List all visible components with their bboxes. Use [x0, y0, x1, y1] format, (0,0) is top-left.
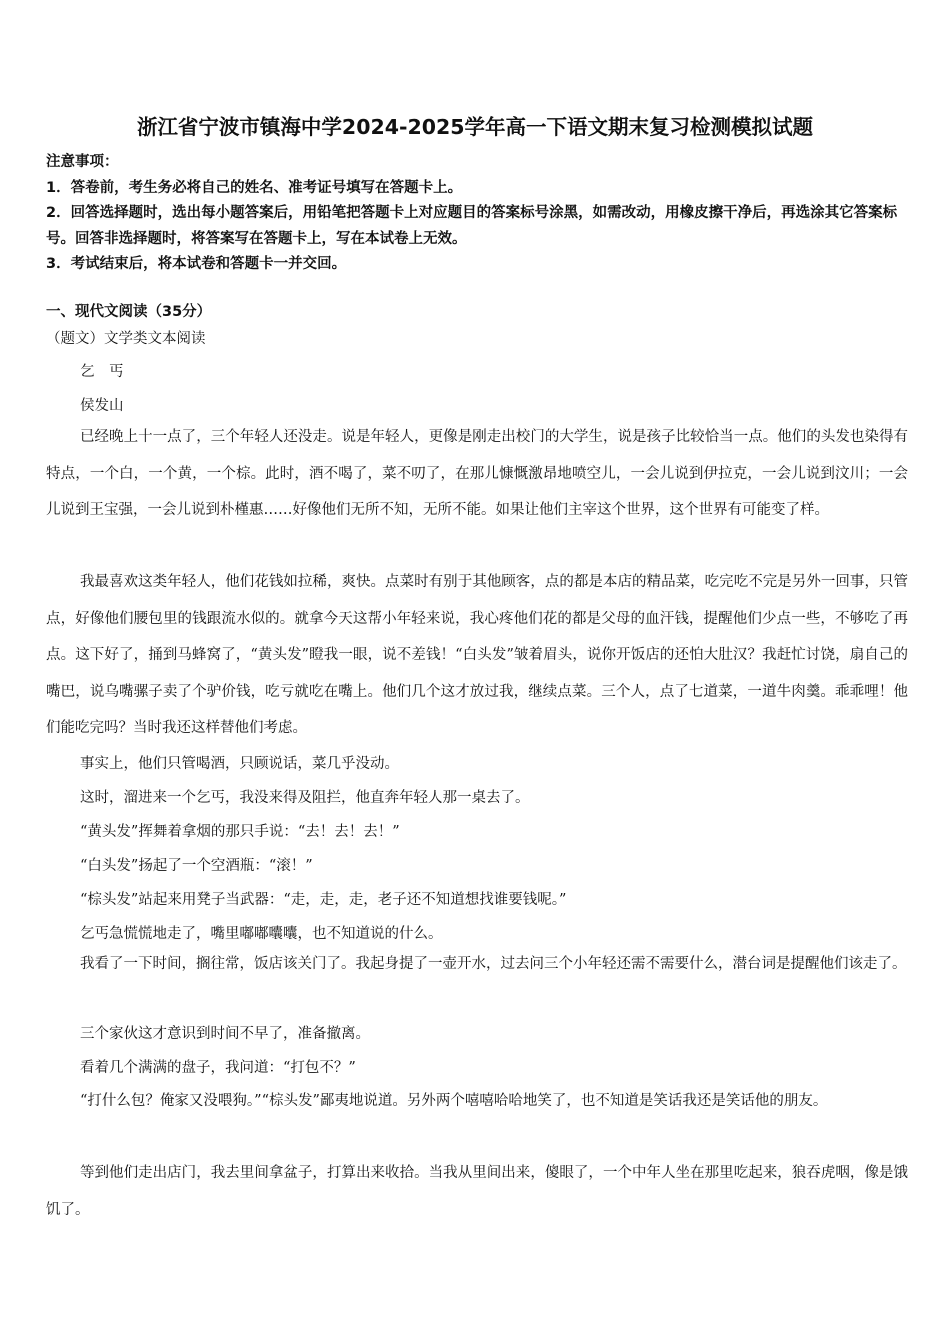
story-paragraph: 乞丐急慌慌地走了，嘴里嘟嘟囔囔，也不知道说的什么。 — [80, 926, 443, 942]
story-paragraph: 等到他们走出店门，我去里间拿盆子，打算出来收拾。当我从里间出来，傻眼了，一个中年人坐在那里吃起来，狼吞虎咽，像是饿饥了。 — [46, 1165, 908, 1218]
story-paragraph: 我最喜欢这类年轻人，他们花钱如拉稀，爽快。点菜时有别于其他顾客，点的都是本店的精品菜，吃完吃不完是另外一回事，只管点，好像他们腰包里的钱跟流水似的。就拿今天这帮小年轻来说，我心疼他们花的都是父母的血汗钱，提醒他们少点一些，不够吃了再点。这下好了，捅到马蜂窝了，“黄头发”瞪我一眼，说不差钱！“白头发”皱着眉头，说你开饭店的还怕大肚汉？我赶忙讨饶，扇自己的嘴巴，说乌嘴骡子卖了个驴价钱，吃亏就吃在嘴上。他们几个这才放过我，继续点菜。三个人，点了七道菜，一道牛肉羹。乖乖哩！他们能吃完吗？当时我还这样替他们考虑。 — [46, 574, 908, 736]
story-paragraph: 事实上，他们只管喝酒，只顾说话，菜几乎没动。 — [80, 756, 399, 772]
story-paragraph: 我看了一下时间，搁往常，饭店该关门了。我起身提了一壶开水，过去问三个小年轻还需不需要什么，潜台词是提醒他们该走了。 — [80, 956, 907, 972]
section-subheading: （题文）文学类文本阅读 — [46, 331, 206, 347]
story-paragraph: 这时，溜进来一个乞丐，我没来得及阻拦，他直奔年轻人那一桌去了。 — [80, 790, 530, 806]
story-paragraph: 看着几个满满的盘子，我问道：“打包不？” — [80, 1060, 356, 1076]
story-paragraph: “打什么包？俺家又没喂狗。”“棕头发”鄙夷地说道。另外两个嘻嘻哈哈地笑了，也不知道是笑话我还是笑话他的朋友。 — [80, 1093, 828, 1109]
story-paragraph: 已经晚上十一点了，三个年轻人还没走。说是年轻人，更像是刚走出校门的大学生，说是孩子比较恰当一点。他们的头发也染得有特点，一个白，一个黄，一个棕。此时，酒不喝了，菜不叨了，在那儿慷慨激昂地喷空儿，一会儿说到伊拉克，一会儿说到汶川；一会儿说到王宝强，一会儿说到朴槿惠……好像他们无所不知，无所不能。如果让他们主宰这个世界，这个世界有可能变了样。 — [46, 429, 908, 518]
notice-item-2: 2．回答选择题时，选出每小题答案后，用铅笔把答题卡上对应题目的答案标号涂黑，如需改动，用橡皮擦干净后，再选涂其它答案标号。回答非选择题时，将答案写在答题卡上，写在本试卷上无效。 — [46, 205, 898, 247]
story-paragraph: “白头发”扬起了一个空酒瓶：“滚！” — [80, 858, 313, 874]
story-author: 侯发山 — [80, 398, 124, 414]
notice-item-3: 3．考试结束后，将本试卷和答题卡一并交回。 — [46, 256, 347, 272]
section-heading: 一、现代文阅读（35分） — [46, 304, 212, 320]
story-paragraph: 三个家伙这才意识到时间不早了，准备撤离。 — [80, 1026, 370, 1042]
notice-item-1: 1．答卷前，考生务必将自己的姓名、准考证号填写在答题卡上。 — [46, 180, 463, 196]
document-title: 浙江省宁波市镇海中学2024-2025学年高一下语文期末复习检测模拟试题 — [136, 115, 814, 139]
notice-heading: 注意事项： — [46, 154, 119, 170]
story-title: 乞 丐 — [80, 364, 124, 380]
story-paragraph: “棕头发”站起来用凳子当武器：“走，走，走，老子还不知道想找谁要钱呢。” — [80, 892, 567, 908]
story-paragraph: “黄头发”挥舞着拿烟的那只手说：“去！去！去！” — [80, 824, 400, 840]
